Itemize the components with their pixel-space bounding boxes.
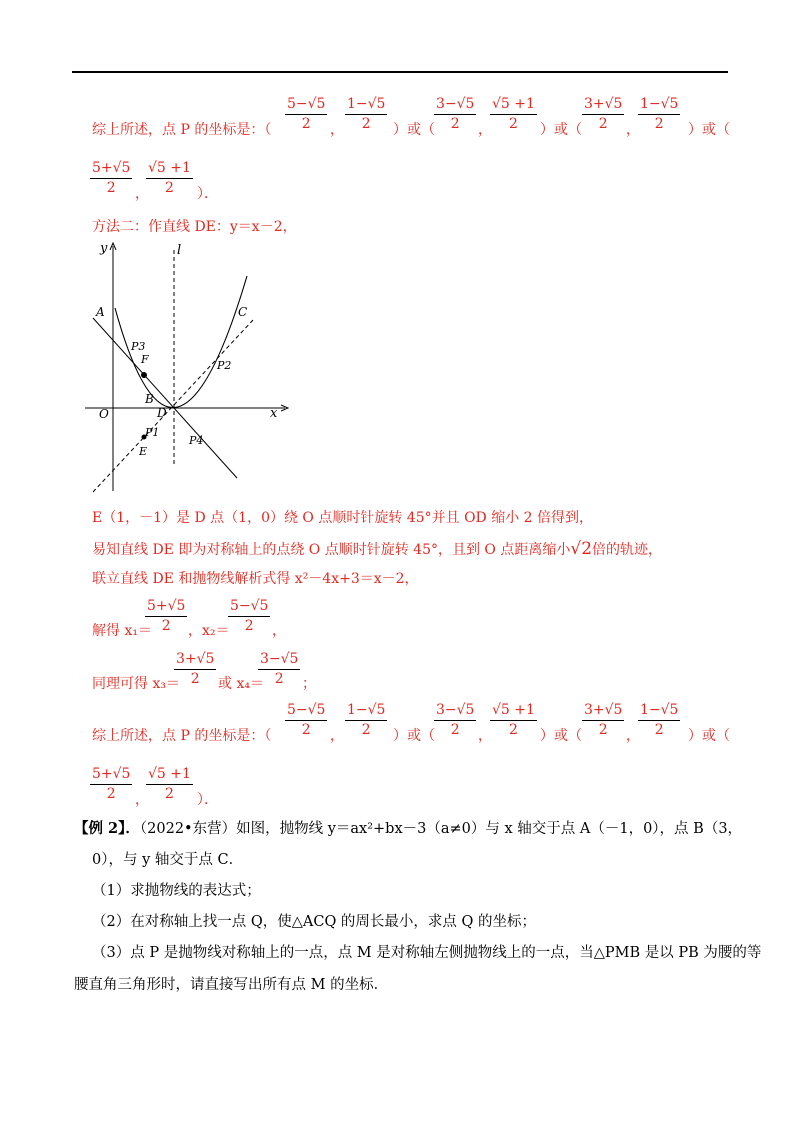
fraction: $\frac{3+√5}{2}$ (584, 96, 623, 132)
solve2-prefix: 同理可得 x₃＝ (92, 676, 180, 692)
label-p3: P3 (131, 340, 146, 353)
label-f: F (141, 353, 149, 366)
comma: ， (330, 122, 344, 138)
comma: ， (478, 728, 492, 744)
question-3-line1: （3）点 P 是抛物线对称轴上的一点，点 M 是对称轴左侧抛物线上的一点，当△PMB 是以 PB 为腰的等 (92, 945, 762, 961)
parabola-figure (85, 236, 295, 496)
comma: ， (135, 792, 149, 808)
solve1-tail: ， (272, 623, 286, 639)
header-rule (72, 71, 728, 73)
label-y: y (100, 241, 108, 256)
question-2: （2）在对称轴上找一点 Q，使△ACQ 的周长最小，求点 Q 的坐标； (92, 914, 537, 930)
line-join: 联立直线 DE 和抛物线解析式得 x²－4x+3＝x－2， (92, 571, 419, 587)
fraction: $\frac{√5 +1}{2}$ (492, 96, 535, 132)
label-b: B (145, 392, 154, 406)
label-d: D (157, 406, 167, 420)
fraction: $\frac{√5 +1}{2}$ (492, 702, 535, 738)
point-f (141, 372, 147, 378)
comma: ， (626, 728, 640, 744)
fraction: $\frac{1-√5}{2}$ (347, 96, 386, 132)
fraction: $\frac{5+√5}{2}$ (92, 766, 131, 802)
question-1: （1）求抛物线的表达式； (92, 883, 261, 899)
line-easy: 易知直线 DE 即为对称轴上的点绕 O 点顺时针旋转 45°，且到 O 点距离缩小√2倍的轨迹， (92, 539, 663, 559)
fraction: $\frac{3-√5}{2}$ (260, 651, 299, 687)
label-p2: P2 (217, 359, 232, 372)
period: ）． (197, 792, 218, 808)
label-c: C (238, 305, 248, 319)
or-separator: ）或（ (540, 728, 582, 744)
solve2-tail: ； (302, 676, 316, 692)
label-a: A (96, 305, 105, 319)
or-separator: ）或（ (393, 122, 435, 138)
comma: ， (135, 186, 149, 202)
line-de (93, 320, 253, 492)
label-o: O (99, 407, 109, 421)
or-separator: ）或（ (688, 122, 730, 138)
comma: ， (626, 122, 640, 138)
fraction: $\frac{1-√5}{2}$ (640, 96, 679, 132)
fraction: $\frac{√5 +1}{2}$ (148, 766, 191, 802)
solve1-prefix: 解得 x₁＝ (92, 623, 152, 639)
example2-line1: 【例 2】．（2022•东营）如图，抛物线 y＝ax²+bx－3（a≠0）与 x 轴交于点 A（－1，0），点 B（3， (74, 820, 743, 837)
label-e: E (139, 445, 148, 458)
label-x: x (270, 406, 278, 421)
summary1-prefix: 综上所述，点 P 的坐标是：（ (92, 122, 272, 138)
comma: ， (330, 728, 344, 744)
fraction: $\frac{5+√5}{2}$ (147, 598, 186, 634)
method2-line: 方法二：作直线 DE：y＝x－2， (92, 219, 297, 235)
period: ）． (197, 186, 218, 202)
or-separator: ）或（ (393, 728, 435, 744)
label-p4: P4 (189, 434, 204, 447)
fraction: $\frac{3+√5}{2}$ (584, 702, 623, 738)
fraction: $\frac{5+√5}{2}$ (92, 160, 131, 196)
line-ab (93, 318, 237, 478)
fraction: $\frac{5-√5}{2}$ (230, 598, 269, 634)
example2-line2: 0），与 y 轴交于点 C． (92, 852, 244, 868)
fraction: $\frac{3+√5}{2}$ (176, 651, 215, 687)
fraction: $\frac{5-√5}{2}$ (287, 702, 326, 738)
comma: ， (478, 122, 492, 138)
or-separator: ）或（ (688, 728, 730, 744)
fraction: $\frac{3-√5}{2}$ (436, 702, 475, 738)
line-e: E（1，－1）是 D 点（1，0）绕 O 点顺时针旋转 45°并且 OD 缩小 2 倍得到， (92, 510, 594, 526)
label-l: l (177, 243, 182, 258)
fraction: $\frac{5-√5}{2}$ (287, 96, 326, 132)
fraction: $\frac{1-√5}{2}$ (640, 702, 679, 738)
or-separator: ）或（ (540, 122, 582, 138)
question-3-line2: 腰直角三角形时，请直接写出所有点 M 的坐标． (74, 977, 389, 993)
label-p1: P1 (145, 426, 160, 439)
fraction: $\frac{3-√5}{2}$ (436, 96, 475, 132)
solve2-mid: 或 x₄＝ (218, 676, 264, 692)
fraction: $\frac{√5 +1}{2}$ (148, 160, 191, 196)
fraction: $\frac{1-√5}{2}$ (347, 702, 386, 738)
solve1-mid: ，x₂＝ (188, 623, 230, 639)
summary2-prefix: 综上所述，点 P 的坐标是：（ (92, 728, 272, 744)
